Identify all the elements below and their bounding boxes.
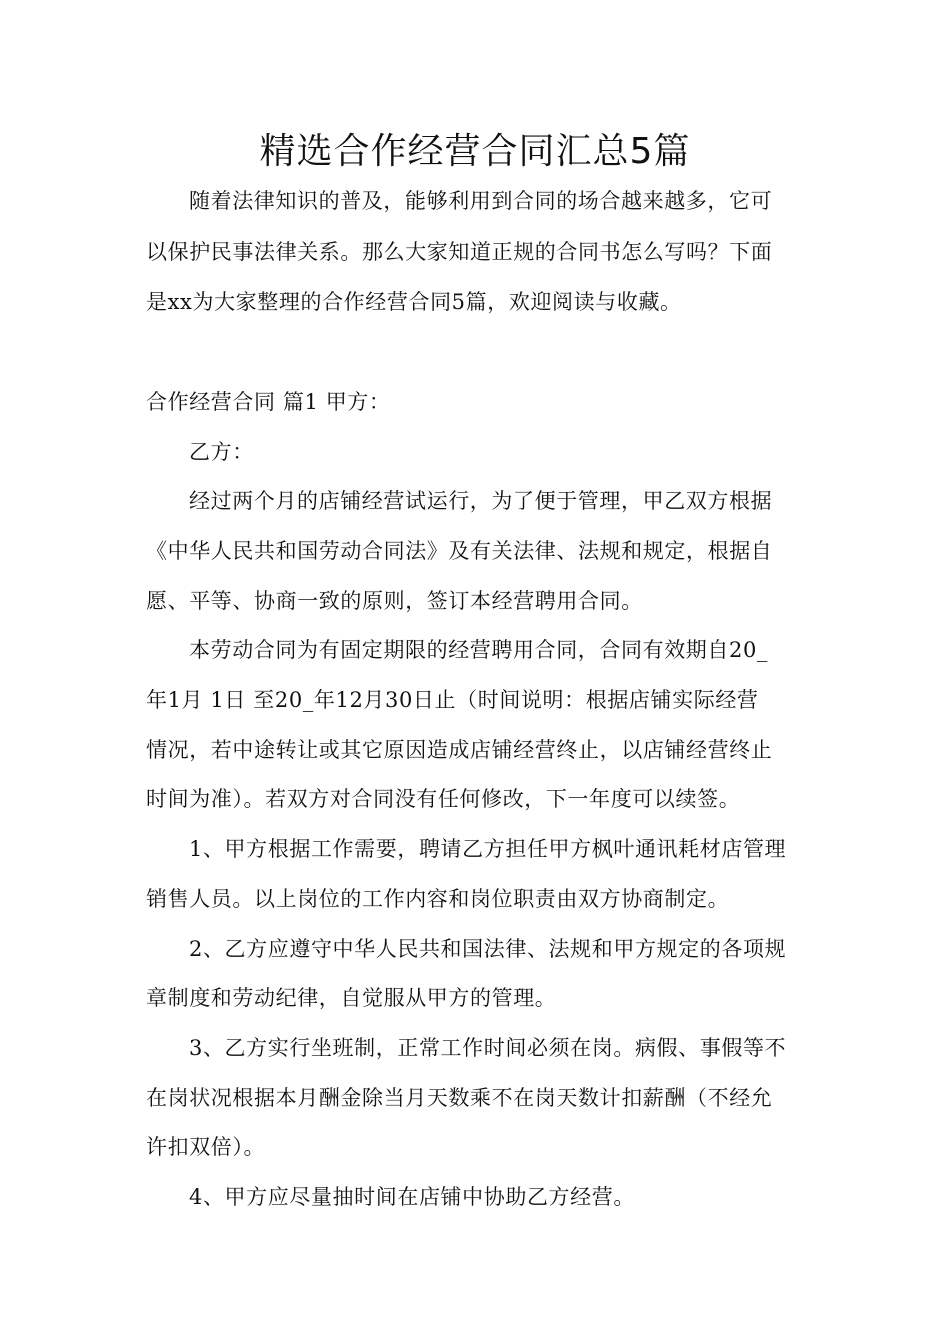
paragraph-line: 时间为准）。若双方对合同没有任何修改，下一年度可以续签。 xyxy=(146,787,741,811)
clause-4-line-1: 4、甲方应尽量抽时间在店铺中协助乙方经营。 xyxy=(189,1185,635,1209)
paragraph-line: 经过两个月的店铺经营试运行，为了便于管理，甲乙双方根据 xyxy=(189,489,773,513)
party-b-line: 乙方： xyxy=(189,440,254,464)
paragraph-line: 愿、平等、协商一致的原则，签订本经营聘用合同。 xyxy=(146,589,643,613)
paragraph-line: 本劳动合同为有固定期限的经营聘用合同，合同有效期自20_ xyxy=(189,638,769,662)
intro-line-1: 随着法律知识的普及，能够利用到合同的场合越来越多，它可 xyxy=(189,189,773,213)
paragraph-line: 年1月 1日 至20_年12月30日止（时间说明：根据店铺实际经营 xyxy=(146,688,759,712)
clause-3-line-3: 许扣双倍）。 xyxy=(146,1135,266,1159)
clause-3-line-2: 在岗状况根据本月酬金除当月天数乘不在岗天数计扣薪酬（不经允 xyxy=(146,1086,773,1110)
clause-1-line-1: 1、甲方根据工作需要，聘请乙方担任甲方枫叶通讯耗材店管理 xyxy=(189,837,787,861)
contract-heading: 合作经营合同 篇1 甲方： xyxy=(146,390,391,414)
paragraph-line: 情况，若中途转让或其它原因造成店铺经营终止，以店铺经营终止 xyxy=(146,738,773,762)
clause-3-line-1: 3、乙方实行坐班制，正常工作时间必须在岗。病假、事假等不 xyxy=(189,1036,787,1060)
document-title: 精选合作经营合同汇总5篇 xyxy=(259,131,691,172)
paragraph-line: 《中华人民共和国劳动合同法》及有关法律、法规和规定，根据自 xyxy=(146,539,773,563)
clause-2-line-2: 章制度和劳动纪律，自觉服从甲方的管理。 xyxy=(146,986,557,1010)
clause-1-line-2: 销售人员。以上岗位的工作内容和岗位职责由双方协商制定。 xyxy=(146,887,730,911)
intro-line-2: 以保护民事法律关系。那么大家知道正规的合同书怎么写吗？下面 xyxy=(146,240,773,264)
clause-2-line-1: 2、乙方应遵守中华人民共和国法律、法规和甲方规定的各项规 xyxy=(189,937,787,961)
intro-line-3: 是xx为大家整理的合作经营合同5篇，欢迎阅读与收藏。 xyxy=(146,290,682,314)
